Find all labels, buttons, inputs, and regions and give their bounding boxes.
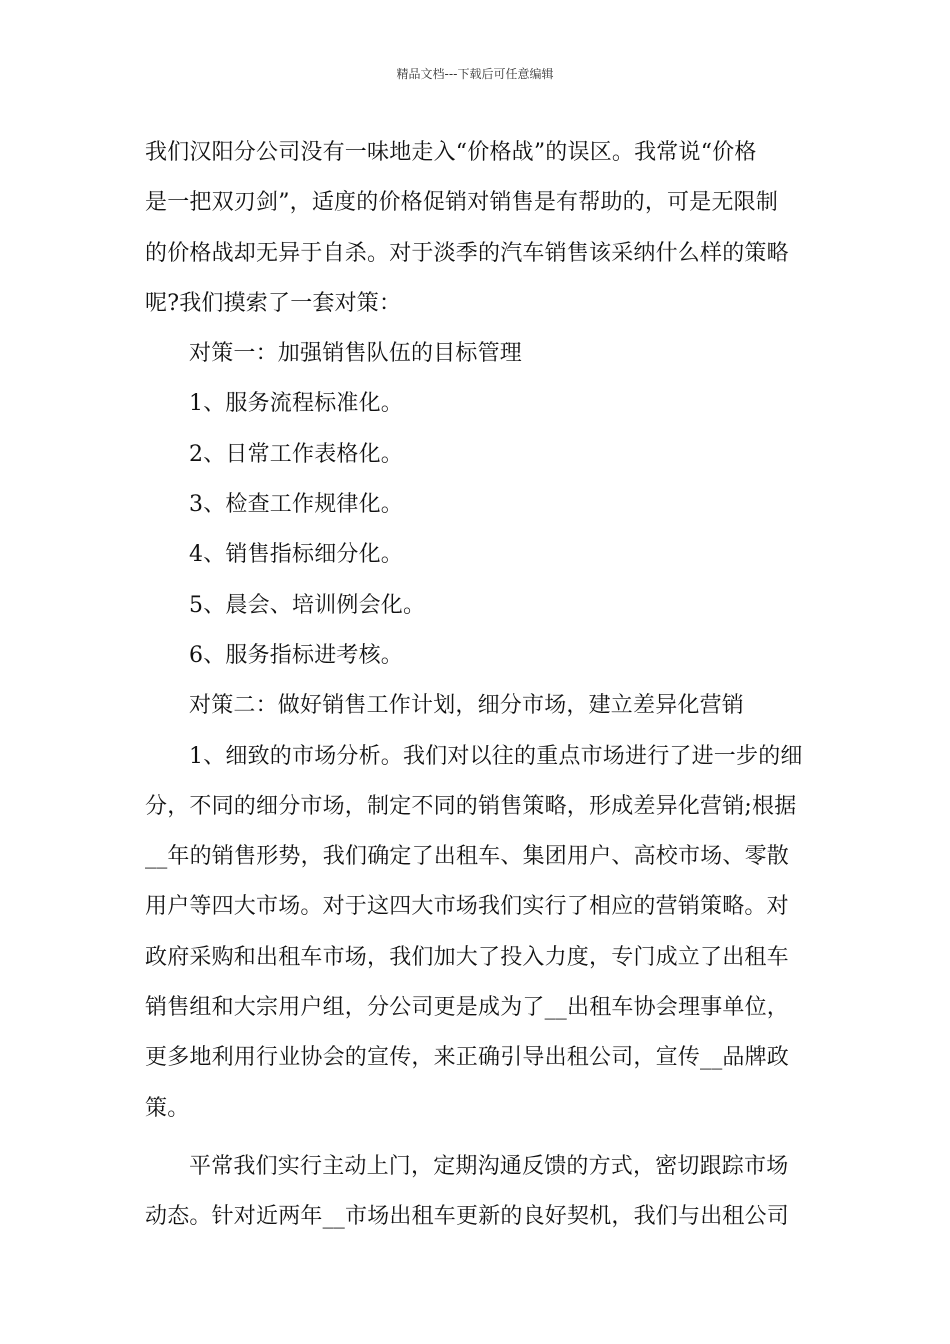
text-line: 6、服务指标进考核。 bbox=[189, 642, 403, 668]
text-line: 1、服务流程标准化。 bbox=[189, 391, 403, 417]
text-line: __年的销售形势，我们确定了出租车、集团用户、高校市场、零散 bbox=[145, 844, 790, 870]
text-line: 对策二：做好销售工作计划，细分市场，建立差异化营销 bbox=[189, 693, 745, 719]
text-line: 4、销售指标细分化。 bbox=[189, 542, 403, 568]
text-line: 5、晨会、培训例会化。 bbox=[189, 592, 426, 618]
text-line: 用户等四大市场。对于这四大市场我们实行了相应的营销策略。对 bbox=[145, 894, 789, 920]
paragraph-gap bbox=[145, 1134, 807, 1142]
text-line: 呢?我们摸索了一套对策： bbox=[145, 290, 402, 316]
text-line: 动态。针对近两年__市场出租车更新的良好契机，我们与出租公司 bbox=[145, 1204, 790, 1230]
text-line: 更多地利用行业协会的宣传，来正确引导出租公司，宣传__品牌政 bbox=[145, 1045, 790, 1071]
text-line: 1、细致的市场分析。我们对以往的重点市场进行了进一步的细 bbox=[189, 743, 803, 769]
text-line: 3、检查工作规律化。 bbox=[189, 492, 403, 518]
text-line: 销售组和大宗用户组，分公司更是成为了__出租车协会理事单位， bbox=[145, 995, 790, 1021]
text-line: 政府采购和出租车市场，我们加大了投入力度，专门成立了出租车 bbox=[145, 944, 789, 970]
text-line: 分，不同的细分市场，制定不同的销售策略，形成差异化营销;根据 bbox=[145, 793, 797, 819]
page-header: 精品文档---下载后可任意编辑 bbox=[396, 67, 554, 81]
text-line: 的价格战却无异于自杀。对于淡季的汽车销售该采纳什么样的策略 bbox=[145, 240, 789, 266]
text-line: 策。 bbox=[145, 1095, 190, 1121]
document-body bbox=[145, 128, 807, 1243]
text-line: 是一把双刃剑”，适度的价格促销对销售是有帮助的，可是无限制 bbox=[145, 190, 779, 216]
text-line: 平常我们实行主动上门，定期沟通反馈的方式，密切跟踪市场 bbox=[189, 1153, 789, 1179]
text-line: 2、日常工作表格化。 bbox=[189, 441, 403, 467]
text-line: 我们汉阳分公司没有一味地走入“价格战”的误区。我常说“价格 bbox=[145, 140, 757, 165]
text-line: 对策一：加强销售队伍的目标管理 bbox=[189, 341, 523, 367]
